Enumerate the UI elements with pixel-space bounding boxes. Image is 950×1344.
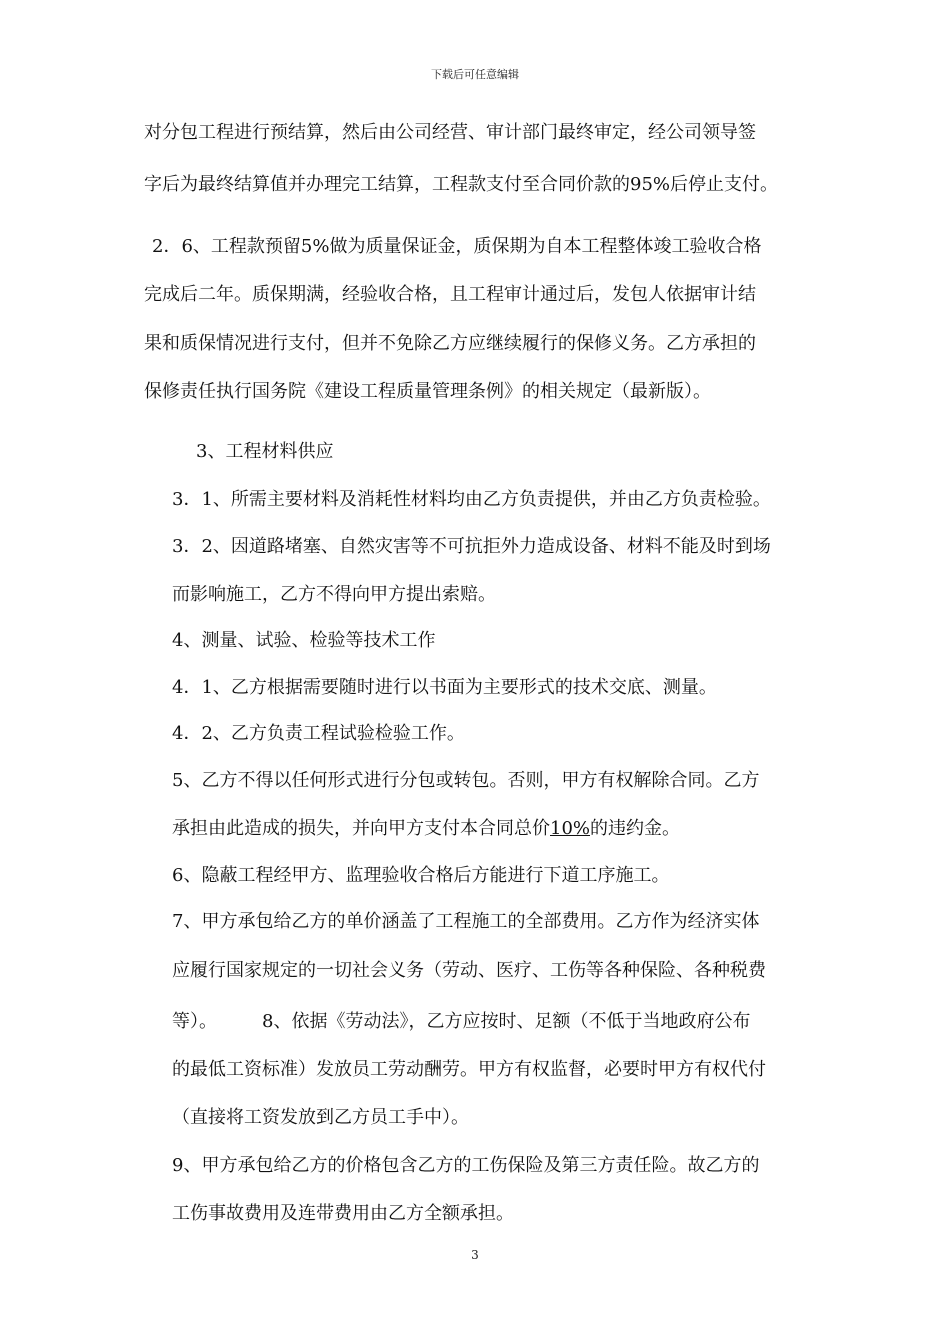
body-text-line: 对分包工程进行预结算，然后由公司经营、审计部门最终审定，经公司领导签 <box>144 122 756 143</box>
body-text-line: 的最低工资标准）发放员工劳动酬劳。甲方有权监督，必要时甲方有权代付 <box>172 1059 766 1080</box>
body-text-line: 2．6、工程款预留5%做为质量保证金，质保期为自本工程整体竣工验收合格 <box>152 236 762 257</box>
body-text-line: 4．1、乙方根据需要随时进行以书面为主要形式的技术交底、测量。 <box>172 677 717 698</box>
section-heading: 3、工程材料供应 <box>196 441 334 462</box>
section-heading: 4、测量、试验、检验等技术工作 <box>172 630 436 651</box>
body-text-line: 3．2、因道路堵塞、自然灾害等不可抗拒外力造成设备、材料不能及时到场 <box>172 536 771 557</box>
body-text-line: 9、甲方承包给乙方的价格包含乙方的工伤保险及第三方责任险。故乙方的 <box>172 1155 760 1176</box>
body-text-line: 而影响施工，乙方不得向甲方提出索赔。 <box>172 584 496 605</box>
page-number: 3 <box>471 1248 479 1262</box>
body-text-line: 果和质保情况进行支付，但并不免除乙方应继续履行的保修义务。乙方承担的 <box>144 333 756 354</box>
body-text-line <box>172 817 680 841</box>
page-header: 下载后可任意编辑 <box>431 68 519 81</box>
body-text-line: 完成后二年。质保期满，经验收合格，且工程审计通过后，发包人依据审计结 <box>144 284 756 305</box>
body-text-line: 4．2、乙方负责工程试验检验工作。 <box>172 723 465 744</box>
body-text-line: 保修责任执行国务院《建设工程质量管理条例》的相关规定（最新版）。 <box>144 381 711 402</box>
body-text-line: 3．1、所需主要材料及消耗性材料均由乙方负责提供，并由乙方负责检验。 <box>172 489 771 510</box>
body-text-line: 工伤事故费用及连带费用由乙方全额承担。 <box>172 1203 514 1224</box>
underlined-percentage: 10% <box>550 818 591 839</box>
body-text-line: （直接将工资发放到乙方员工手中）。 <box>172 1107 469 1128</box>
body-text-line: 7、甲方承包给乙方的单价涵盖了工程施工的全部费用。乙方作为经济实体 <box>172 911 760 932</box>
body-text-line: 5、乙方不得以任何形式进行分包或转包。否则，甲方有权解除合同。乙方 <box>172 770 760 791</box>
body-text-line: 字后为最终结算值并办理完工结算，工程款支付至合同价款的95%后停止支付。 <box>144 174 779 195</box>
body-text-line: 6、隐蔽工程经甲方、监理验收合格后方能进行下道工序施工。 <box>172 865 670 886</box>
text-segment: 承担由此造成的损失，并向甲方支付本合同总价 <box>172 818 550 839</box>
body-text-line: 应履行国家规定的一切社会义务（劳动、医疗、工伤等各种保险、各种税费 <box>172 960 766 981</box>
text-segment: 的违约金。 <box>590 818 681 839</box>
body-text-line: 等）。 8、依据《劳动法》，乙方应按时、足额（不低于当地政府公布 <box>172 1011 751 1032</box>
